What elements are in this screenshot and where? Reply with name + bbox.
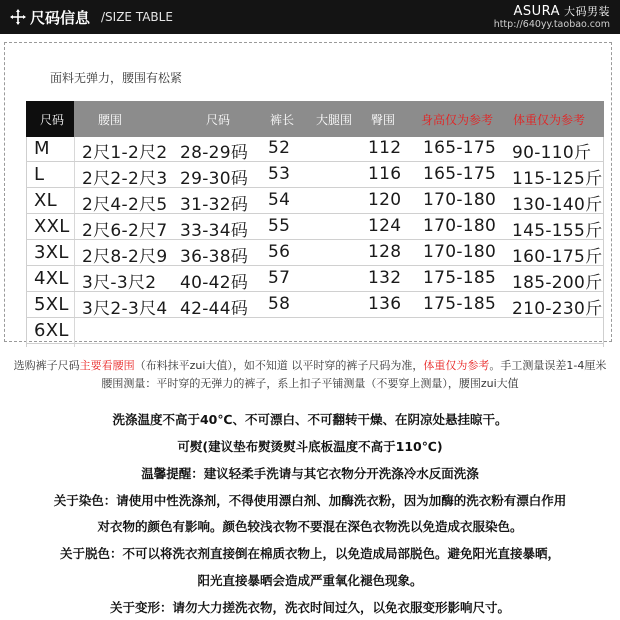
- table-row: [26, 267, 604, 292]
- cell-pant-size: 29-30码: [180, 169, 249, 189]
- table-row: [26, 215, 604, 240]
- cell-length: 58: [268, 294, 291, 314]
- care-fade-2: [0, 571, 620, 589]
- tip-highlight-waist: 主要看腰围: [79, 359, 135, 372]
- cell-hip: 136: [368, 294, 402, 314]
- cell-waist: 2尺1-2尺2: [82, 143, 168, 163]
- cell-height: 170-180: [423, 242, 497, 262]
- tip-text: （布料抹平zui大值），如不知道 以平时穿的裤子尺码为准，: [134, 359, 424, 372]
- shop-url: http://640yy.taobao.com: [493, 19, 610, 30]
- cell-height: 170-180: [423, 190, 497, 210]
- cell-height: 175-185: [423, 294, 497, 314]
- cell-hip: 128: [368, 242, 402, 262]
- brand-logo: [513, 3, 610, 19]
- cell-size: L: [34, 164, 45, 185]
- cell-hip: 112: [368, 138, 402, 158]
- page-subtitle: /SIZE TABLE: [101, 10, 173, 24]
- cell-hip: 132: [368, 268, 402, 288]
- header-bar: [0, 0, 620, 34]
- header-waist: 腰围: [98, 113, 123, 127]
- cell-pant-size: 36-38码: [180, 247, 249, 267]
- brand-name-cn: 大码男装: [564, 5, 610, 18]
- care-deform: [0, 598, 620, 616]
- cell-weight: 145-155斤: [512, 221, 603, 241]
- care-wash-text: 洗涤温度不高于40℃、不可漂白、不可翻转干燥、在阴凉处悬挂晾干。: [112, 412, 508, 427]
- cell-height: 165-175: [423, 138, 497, 158]
- cell-size: 6XL: [34, 320, 69, 341]
- fabric-note: 面料无弹力，腰围有松紧: [50, 71, 183, 85]
- cell-size: M: [34, 138, 50, 159]
- cell-waist: 2尺2-2尺3: [82, 169, 168, 189]
- care-fade-1: [0, 544, 620, 562]
- header-thigh: 大腿围: [316, 113, 353, 127]
- brand-name: ASURA: [513, 4, 560, 19]
- cell-weight: 210-230斤: [512, 299, 603, 319]
- cell-size: 3XL: [34, 242, 69, 263]
- cell-hip: 116: [368, 164, 402, 184]
- table-row: [26, 319, 604, 344]
- cell-weight: 90-110斤: [512, 143, 592, 163]
- cell-hip: 120: [368, 190, 402, 210]
- cell-height: 165-175: [423, 164, 497, 184]
- cell-waist: 2尺8-2尺9: [82, 247, 168, 267]
- tip-text: 选购裤子尺码: [13, 359, 80, 372]
- care-dye-text-2: 对衣物的颜色有影响。颜色较浅衣物不要混在深色衣物洗以免造成衣服染色。: [97, 519, 523, 534]
- cell-size: 5XL: [34, 294, 69, 315]
- cell-pant-size: 42-44码: [180, 299, 249, 319]
- care-dye-2: [0, 517, 620, 535]
- cell-pant-size: 40-42码: [180, 273, 249, 293]
- tip-text: 。手工测量误差1-4厘米: [489, 359, 607, 372]
- table-header: [26, 101, 604, 137]
- cell-size: XXL: [34, 216, 70, 237]
- table-row: [26, 189, 604, 214]
- tip-highlight-weight: 体重仅为参考: [423, 359, 490, 372]
- crosshair-icon: [10, 9, 26, 25]
- care-dye-1: [0, 491, 620, 509]
- waist-measure-tip: 腰围测量：平时穿的无弹力的裤子，系上扣子平铺测量（不要穿上测量），腰围zui大值: [101, 377, 519, 390]
- cell-weight: 115-125斤: [512, 169, 603, 189]
- care-fade-text-1: 关于脱色：不可以将洗衣剂直接倒在棉质衣物上，以免造成局部脱色。避免阳光直接暴晒，: [59, 546, 560, 561]
- care-fade-text-2: 阳光直接暴晒会造成严重氧化褪色现象。: [197, 573, 423, 588]
- care-iron-text: 可熨(建议垫布熨烫熨斗底板温度不高于110℃): [177, 439, 443, 454]
- page-title: 尺码信息: [30, 9, 91, 27]
- cell-waist: 2尺4-2尺5: [82, 195, 168, 215]
- cell-pant-size: 33-34码: [180, 221, 249, 241]
- care-wash: [0, 410, 620, 428]
- cell-hip: 124: [368, 216, 402, 236]
- cell-length: 52: [268, 138, 291, 158]
- cell-size: 4XL: [34, 268, 69, 289]
- cell-length: 54: [268, 190, 291, 210]
- table-row: [26, 137, 604, 162]
- care-reminder-text: 温馨提醒：建议轻柔手洗请与其它衣物分开洗涤冷水反面洗涤: [141, 466, 479, 481]
- care-deform-text: 关于变形：请勿大力搓洗衣物，洗衣时间过久，以免衣服变形影响尺寸。: [109, 600, 510, 615]
- cell-height: 175-185: [423, 268, 497, 288]
- cell-length: 56: [268, 242, 291, 262]
- header-pant-size: 尺码: [206, 113, 231, 127]
- care-iron: [0, 437, 620, 455]
- cell-pant-size: 31-32码: [180, 195, 249, 215]
- header-size: 尺码: [40, 113, 65, 127]
- header-weight: 体重仅为参考: [513, 113, 586, 127]
- cell-length: 53: [268, 164, 291, 184]
- table-row: [26, 163, 604, 188]
- header-height: 身高仅为参考: [421, 113, 494, 127]
- cell-weight: 160-175斤: [512, 247, 603, 267]
- cell-pant-size: 28-29码: [180, 143, 249, 163]
- purchase-tip: [0, 357, 620, 373]
- table-row: [26, 241, 604, 266]
- header-length: 裤长: [270, 113, 295, 127]
- cell-weight: 130-140斤: [512, 195, 603, 215]
- cell-length: 55: [268, 216, 291, 236]
- header-hip: 臀围: [371, 113, 396, 127]
- cell-waist: 3尺-3尺2: [82, 273, 157, 293]
- cell-waist: 2尺6-2尺7: [82, 221, 168, 241]
- care-dye-text-1: 关于染色：请使用中性洗涤剂，不得使用漂白剂、加酶洗衣粉，因为加酶的洗衣粉有漂白作用: [53, 493, 567, 508]
- cell-height: 170-180: [423, 216, 497, 236]
- cell-size: XL: [34, 190, 57, 211]
- table-row: [26, 293, 604, 318]
- cell-waist: 3尺2-3尺4: [82, 299, 168, 319]
- cell-length: 57: [268, 268, 291, 288]
- cell-weight: 185-200斤: [512, 273, 603, 293]
- care-reminder: [0, 464, 620, 482]
